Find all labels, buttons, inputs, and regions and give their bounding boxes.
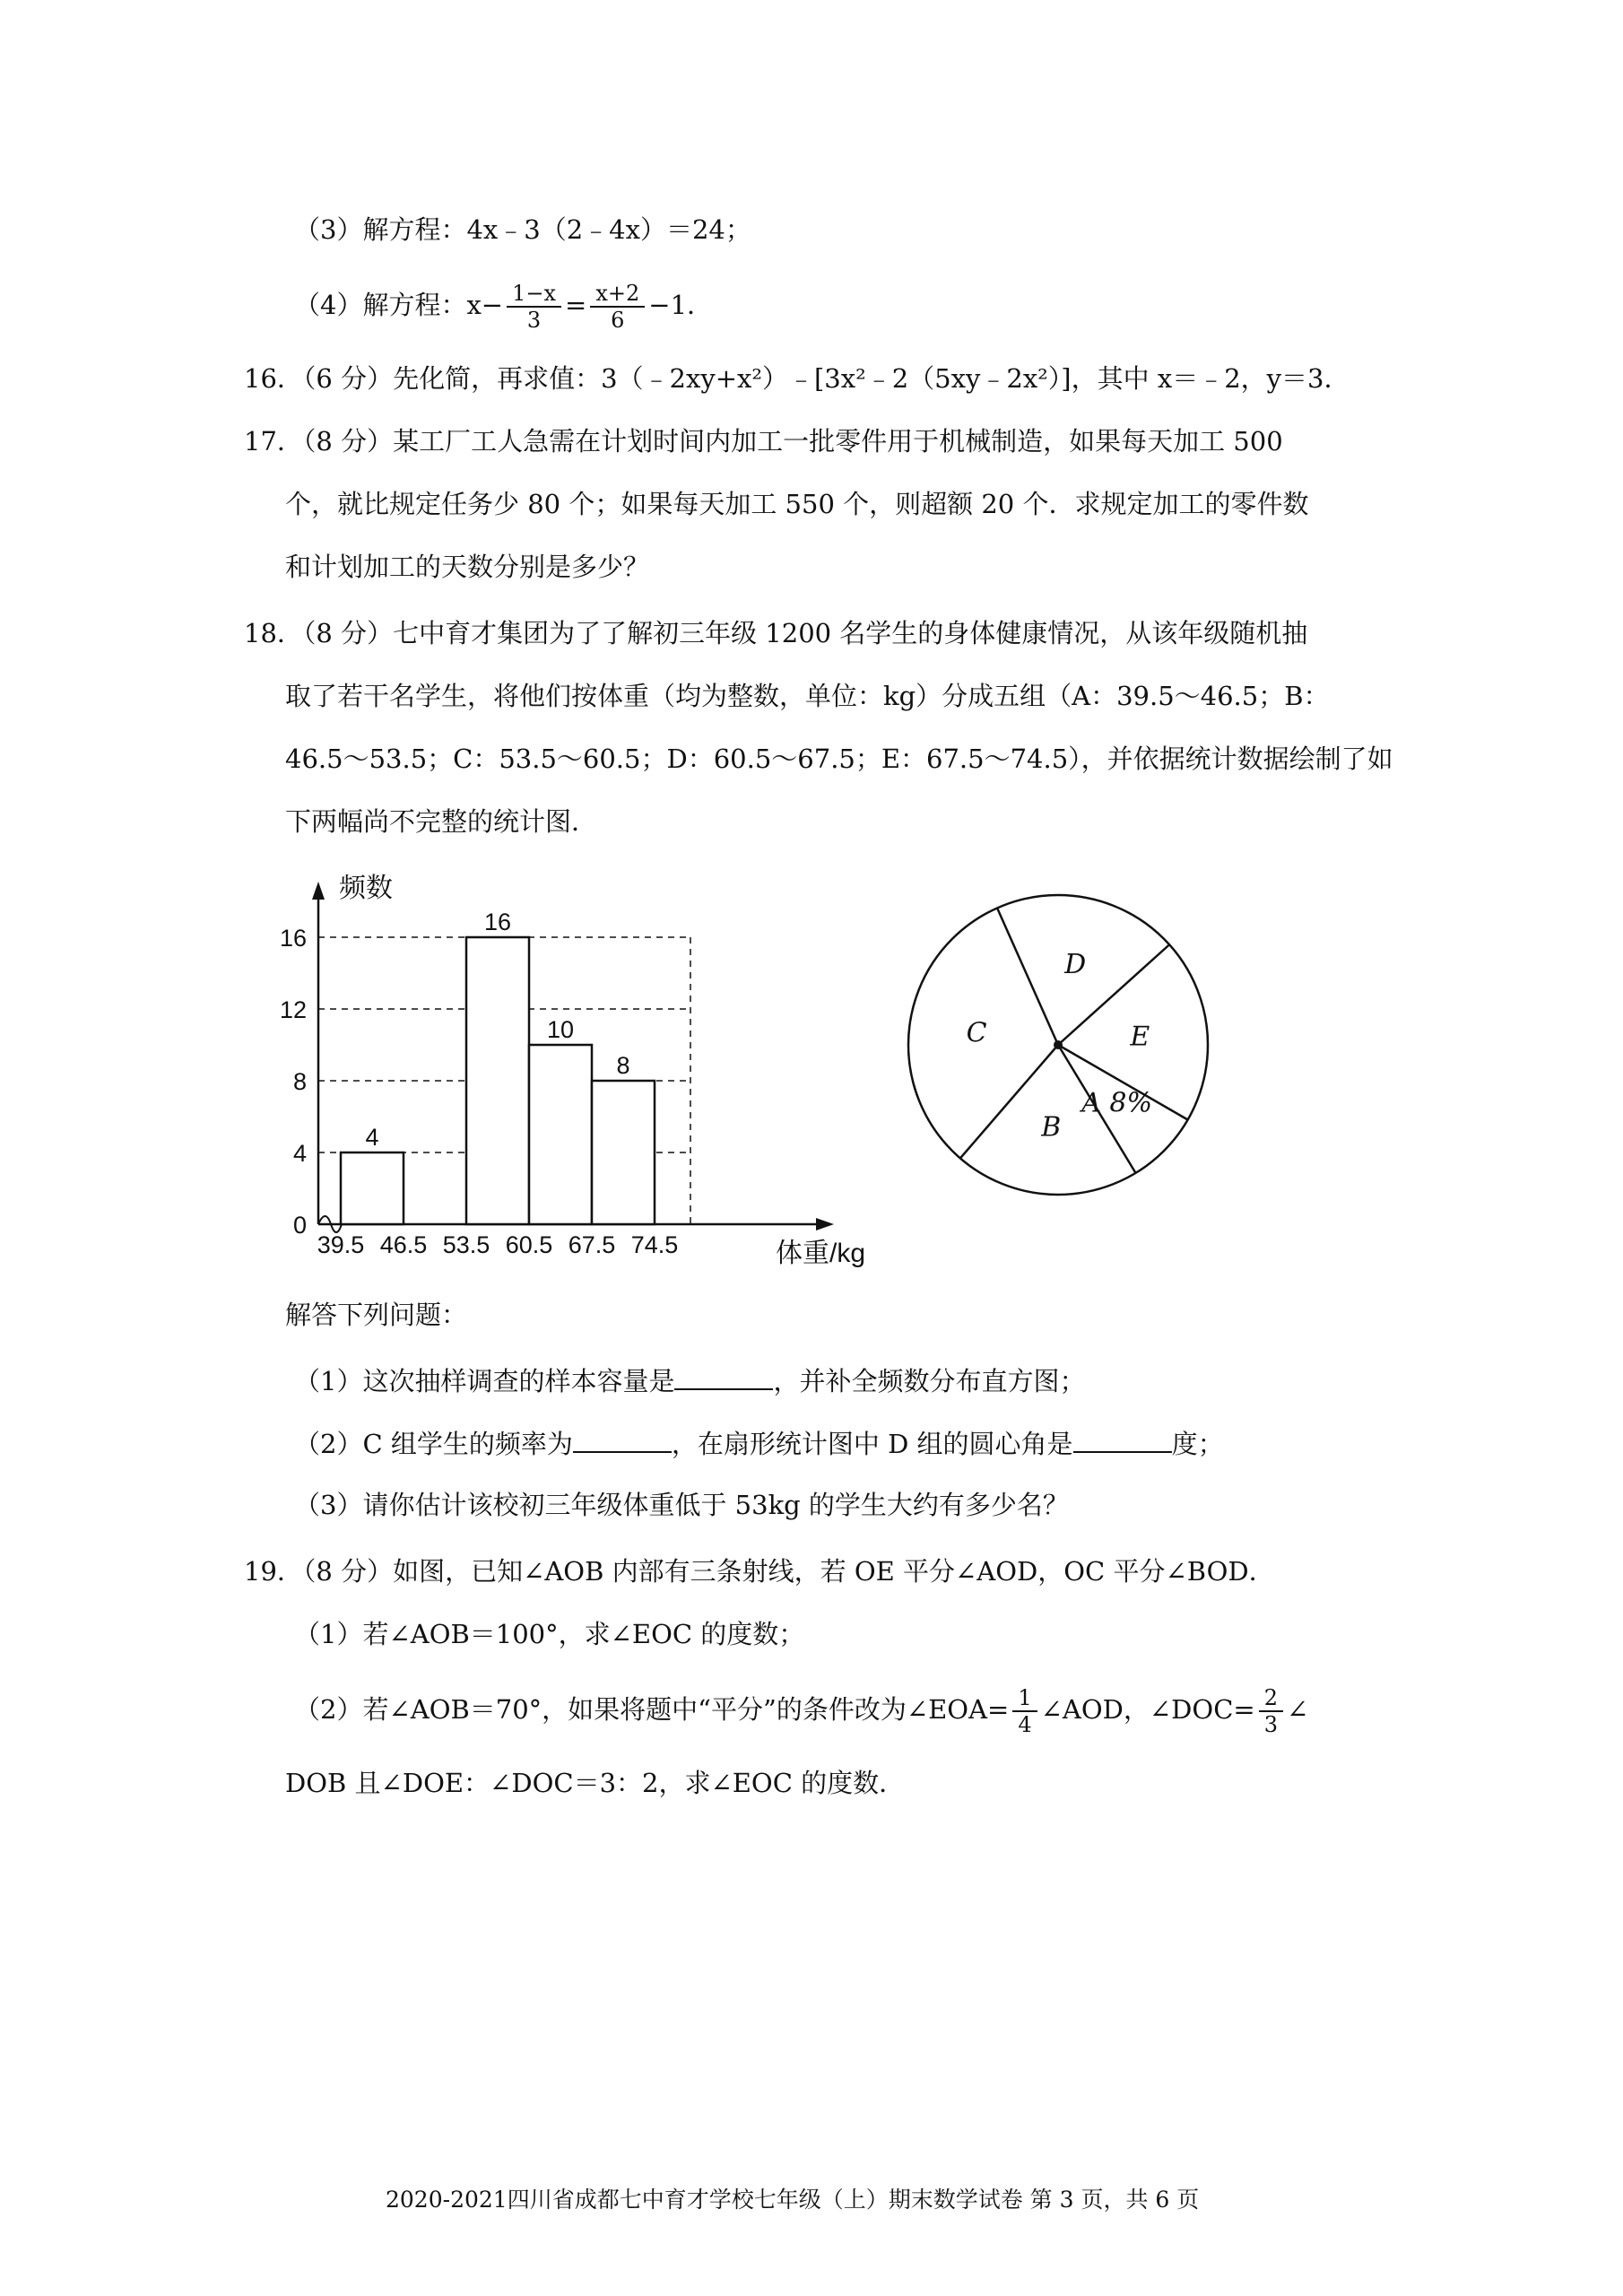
pie-center-dot bbox=[1054, 1040, 1063, 1049]
sub-question-1 bbox=[294, 1361, 1085, 1399]
problem-19-sub-2-text-b: ∠AOD，∠DOC= bbox=[1040, 1694, 1255, 1725]
fraction-two-thirds bbox=[1259, 1685, 1283, 1737]
histogram-bar-53.5-60.5 bbox=[466, 937, 529, 1224]
fraction-two-thirds-denominator: 3 bbox=[1263, 1712, 1278, 1737]
y-tick-label-4: 4 bbox=[292, 1140, 307, 1167]
x-tick-label-60.5: 60.5 bbox=[505, 1231, 553, 1258]
answer-blank-d-angle[interactable] bbox=[1073, 1424, 1172, 1453]
x-tick-label-67.5: 67.5 bbox=[568, 1231, 616, 1258]
x-axis-arrow-icon bbox=[816, 1218, 834, 1231]
pie-label-E: E bbox=[1130, 1021, 1150, 1053]
sub-question-2 bbox=[294, 1424, 1224, 1462]
problem-17-line-1: 17．（8 分）某工厂工人急需在计划时间内加工一批零件用于机械制造，如果每天加工 500 bbox=[244, 426, 1283, 457]
fraction-one-quarter-denominator: 4 bbox=[1018, 1712, 1032, 1737]
problem-18-line-3: 46.5～53.5；C：53.5～60.5；D：60.5～67.5；E：67.5～74.5），并依据统计数据绘制了如 bbox=[285, 744, 1393, 774]
answer-blank-c-frequency[interactable] bbox=[573, 1424, 672, 1453]
x-tick-label-39.5: 39.5 bbox=[317, 1231, 365, 1258]
y-tick-label-16: 16 bbox=[279, 925, 307, 952]
problem-15-3: （3）解方程：4x﹣3（2﹣4x）＝24； bbox=[294, 214, 751, 245]
pie-chart bbox=[897, 883, 1219, 1206]
problem-15-4-suffix: −1． bbox=[648, 290, 714, 320]
problem-16: 16．（6 分）先化简，再求值：3（﹣2xy+x²）﹣[3x²﹣2（5xy﹣2x²）]，其中 x＝﹣2，y＝3． bbox=[244, 363, 1350, 394]
problem-15-4-prefix: （4）解方程：x− bbox=[294, 290, 504, 320]
answer-blank-sample-size[interactable] bbox=[674, 1361, 773, 1390]
pie-label-D: D bbox=[1064, 949, 1087, 981]
bar-value-label-4: 4 bbox=[365, 1124, 379, 1151]
problem-19-sub-1: （1）若∠AOB＝100°，求∠EOC 的度数； bbox=[294, 1619, 805, 1649]
y-tick-label-12: 12 bbox=[279, 996, 307, 1023]
problem-15-4 bbox=[294, 278, 713, 333]
problem-19-sub-2-text-a: （2）若∠AOB＝70°，如果将题中“平分”的条件改为∠EOA= bbox=[294, 1694, 1010, 1725]
problem-19-sub-2-line-2: DOB 且∠DOE：∠DOC＝3：2，求∠EOC 的度数． bbox=[285, 1768, 906, 1798]
problem-19-line-1: 19．（8 分）如图，已知∠AOB 内部有三条射线，若 OE 平分∠AOD，OC 平分∠BOD． bbox=[244, 1556, 1275, 1587]
fraction-2-numerator: x+2 bbox=[590, 281, 645, 308]
fraction-two-thirds-numerator: 2 bbox=[1259, 1685, 1283, 1712]
y-tick-label-8: 8 bbox=[292, 1068, 307, 1095]
fraction-one-quarter bbox=[1012, 1685, 1037, 1737]
y-tick-label-0: 0 bbox=[292, 1212, 307, 1239]
histogram-bar-39.5-46.5 bbox=[341, 1152, 404, 1224]
fraction-2 bbox=[590, 281, 645, 333]
sub-question-2-text-a: （2）C 组学生的频率为 bbox=[294, 1429, 573, 1459]
sub-question-2-text-c: 度； bbox=[1171, 1429, 1224, 1459]
fraction-1-numerator: 1−x bbox=[507, 281, 561, 308]
equals-sign: = bbox=[565, 290, 587, 320]
histogram-xlabel: 体重/kg bbox=[776, 1239, 866, 1268]
problem-17-line-2: 个，就比规定任务少 80 个；如果每天加工 550 个，则超额 20 个．求规定加工的零件数 bbox=[285, 489, 1309, 519]
sub-question-1-text-a: （1）这次抽样调查的样本容量是 bbox=[294, 1366, 675, 1396]
bar-value-label-16: 16 bbox=[483, 909, 512, 935]
bar-value-label-10: 10 bbox=[546, 1016, 575, 1043]
sub-question-2-text-b: ，在扇形统计图中 D 组的圆心角是 bbox=[671, 1429, 1073, 1459]
x-tick-label-74.5: 74.5 bbox=[630, 1231, 679, 1258]
sub-question-3: （3）请你估计该校初三年级体重低于 53kg 的学生大约有多少名？ bbox=[294, 1490, 1069, 1520]
fraction-one-quarter-numerator: 1 bbox=[1012, 1685, 1037, 1712]
problem-18-line-1: 18．（8 分）七中育才集团为了了解初三年级 1200 名学生的身体健康情况，从该年级随机抽 bbox=[244, 618, 1308, 648]
problem-17-line-3: 和计划加工的天数分别是多少？ bbox=[285, 552, 650, 582]
frequency-histogram bbox=[279, 874, 897, 1269]
fraction-1-denominator: 3 bbox=[526, 308, 542, 333]
problem-18-line-4: 下两幅尚不完整的统计图． bbox=[285, 806, 598, 837]
pie-label-B: B bbox=[1041, 1111, 1062, 1144]
problem-18-line-2: 取了若干名学生，将他们按体重（均为整数，单位：kg）分成五组（A：39.5～46.5；B： bbox=[285, 681, 1330, 711]
histogram-bar-67.5-74.5 bbox=[592, 1081, 655, 1224]
fraction-2-denominator: 6 bbox=[611, 308, 625, 333]
x-tick-label-46.5: 46.5 bbox=[379, 1231, 428, 1258]
pie-label-A: A 8% bbox=[1081, 1087, 1153, 1119]
fraction-1 bbox=[507, 281, 561, 333]
histogram-bar-60.5-67.5 bbox=[529, 1045, 592, 1224]
bar-value-label-8: 8 bbox=[616, 1052, 630, 1079]
problem-19-sub-2-text-c: ∠ bbox=[1286, 1694, 1309, 1725]
answer-intro: 解答下列问题： bbox=[285, 1300, 468, 1330]
histogram-ylabel: 频数 bbox=[339, 874, 393, 903]
pie-label-C: C bbox=[966, 1017, 987, 1049]
x-tick-label-53.5: 53.5 bbox=[442, 1231, 490, 1258]
page-footer: 2020-2021四川省成都七中育才学校七年级（上）期末数学试卷 第 3 页，共 6 页 bbox=[386, 2187, 1200, 2213]
problem-19-sub-2 bbox=[294, 1683, 1308, 1737]
y-axis-arrow-icon bbox=[312, 882, 325, 900]
sub-question-1-text-b: ，并补全频数分布直方图； bbox=[773, 1366, 1086, 1396]
